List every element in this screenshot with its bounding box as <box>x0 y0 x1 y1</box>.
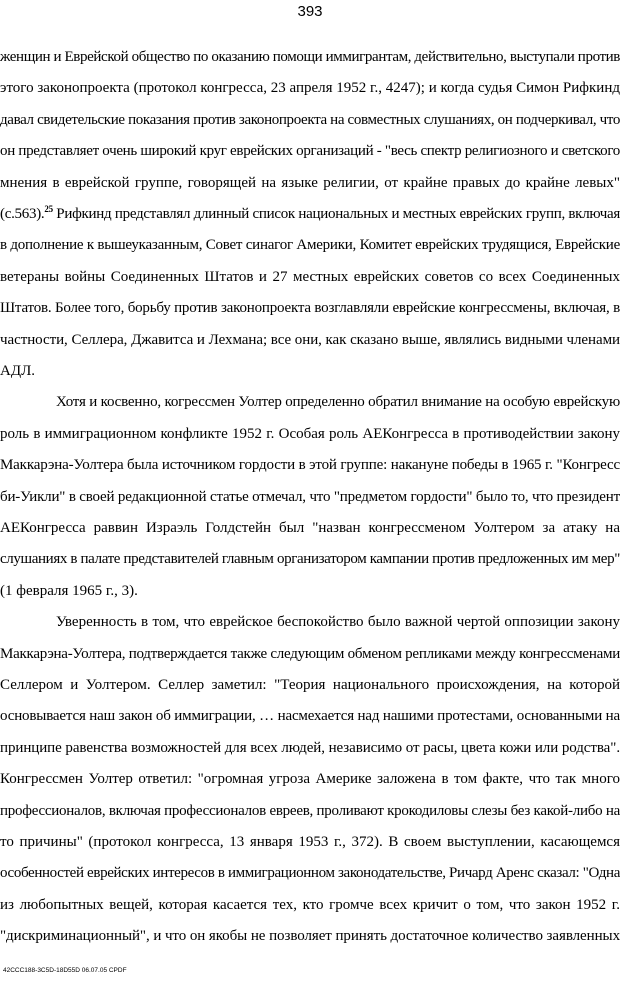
text-line: "дискриминационный", и что он якобы не позволяет принять достаточное количество заявленных <box>0 928 620 945</box>
footer-code: 42CCC188-3C5D-18D55D 06.07.05 CPDF <box>3 967 127 974</box>
text-line: профессионалов, включая профессионалов евреев, проливают крокодиловы слезы без какой-либо на <box>0 802 620 819</box>
text-line: женщин и Еврейской общество по оказанию помощи иммигрантам, действительно, выступали против <box>0 49 620 65</box>
text-line: особенностей еврейских интересов в иммиграционном законодательстве, Ричард Аренс сказал: "Одна <box>0 865 620 882</box>
text-line: Уверенность в том, что еврейское беспокойство было важной чертой оппозиции закону <box>56 614 620 631</box>
text-line: принципе равенства возможностей для всех людей, независимо от расы, цвета кожи или родства". <box>0 739 620 756</box>
text-line: АДЛ. <box>0 363 35 379</box>
text-line <box>0 205 620 223</box>
text-line: Маккарэна-Уолтера была источником гордости в этой группе: накануне победы в 1965 г. "Конгресс <box>0 457 620 474</box>
text-line: Штатов. Более того, борьбу против законопроекта возглавляли еврейские конгрессмены, включая, в <box>0 300 620 317</box>
text-line: роль в иммиграционном конфликте 1952 г. Особая роль АЕКонгресса в противодействии закону <box>0 425 620 442</box>
page-number: 393 <box>297 3 323 20</box>
text-line: он представляет очень широкий круг еврейских организаций - "весь спектр религиозного и светского <box>0 143 620 160</box>
text-line: мнения в еврейской группе, говорящей на языке религии, от крайне правых до крайне левых" <box>0 174 620 191</box>
text-line: слушаниях в палате представителей главным организатором кампании против предложенных им мер" <box>0 551 620 568</box>
text-line: из любопытных вещей, которая касается тех, кто громче всех кричит о том, что закон 1952 г. <box>0 896 620 913</box>
text-line: давал свидетельские показания против законопроекта на совместных слушаниях, он подчеркивал, что <box>0 111 620 128</box>
text-line: Хотя и косвенно, когрессмен Уолтер определенно обратил внимание на особую еврейскую <box>56 394 620 411</box>
text-line: ветераны войны Соединенных Штатов и 27 местных еврейских советов со всех Соединенных <box>0 268 620 285</box>
text-line: Конгрессмен Уолтер ответил: "огромная угроза Америке заложена в том факте, что так много <box>0 771 620 788</box>
text-line: то причины" (протокол конгресса, 13 января 1953 г., 372). В своем выступлении, касающемся <box>0 834 620 850</box>
text-line: частности, Селлера, Джавитса и Лехмана; все они, как сказано выше, являлись видными членами <box>0 331 620 348</box>
text-line: Селлером и Уолтером. Селлер заметил: "Теория национального происхождения, на которой <box>0 677 620 693</box>
text-segment: Рифкинд представлял длинный список национальных и местных еврейских групп, включая <box>52 206 620 222</box>
text-line: Маккарэна-Уолтера, подтверждается также следующим обменом репликами между конгрессменами <box>0 645 620 662</box>
text-line: АЕКонгресса раввин Израэль Голдстейн был "назван конгрессменом Уолтером за атаку на <box>0 520 620 536</box>
text-line: (1 февраля 1965 г., 3). <box>0 582 138 599</box>
text-line: би-Уикли" в своей редакционной статье отмечал, что "предметом гордости" было то, что президент <box>0 488 620 505</box>
footnote-reference: 25 <box>44 205 53 214</box>
text-line: в дополнение к вышеуказанным, Совет синагог Америки, Комитет еврейских трудящися, Еврейские <box>0 237 620 254</box>
text-segment: (с.563). <box>0 206 45 222</box>
text-line: основывается наш закон об иммиграции, … насмехается над нашими протестами, основанными на <box>0 708 620 725</box>
text-line: этого законопроекта (протокол конгресса, 23 апреля 1952 г., 4247); и когда судья Симон Рифкинд <box>0 80 620 97</box>
